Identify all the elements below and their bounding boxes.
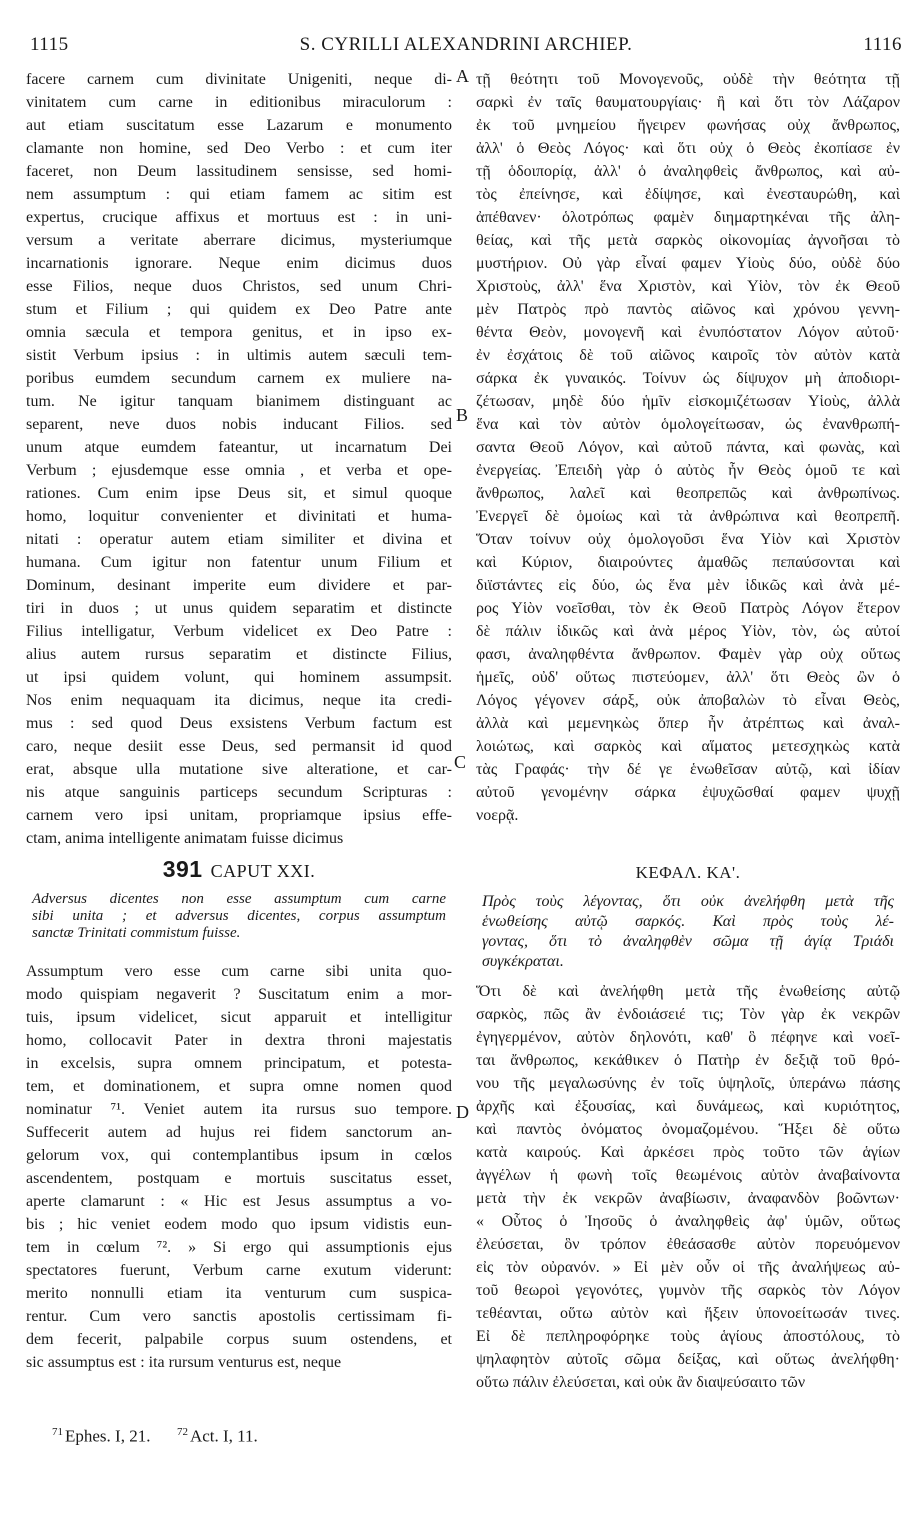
greek-text-line: Ὅταν τοίνυν οὐχ ὁμολογοῦσι ἕνα Υἱὸν καὶ Χριστὸν xyxy=(476,531,900,548)
greek-text-line: μὲν Πατρὸς πρὸ παντὸς αἰῶνος καὶ χρόνου γεννη- xyxy=(476,301,900,318)
latin-text-line: humana. Cum igitur non fatentur unum Filium et xyxy=(26,554,452,571)
greek-text-line: ρος Υἱὸν νοεῖσθαι, τὸν ἐκ Θεοῦ Πατρὸς Λόγον ἕτερον xyxy=(476,600,900,617)
greek-text-line: εἰς τὸν οὐρανόν. » Εἰ μὲν οὖν οἱ τῆς ἀναλήψεως αὐ- xyxy=(476,1259,900,1276)
greek-text-line: καὶ Κύριον, διαιρούντες ἀμαθῶς πεπαύσονται καὶ xyxy=(476,554,900,571)
latin-text-line: tiri in duos ; ut unus quidem separatim et distincte xyxy=(26,600,452,617)
greek-text-line: ἐνεργείας. Ἐπειδὴ γὰρ ὁ αὐτὸς ἦν Θεὸς ὁμοῦ τε καὶ xyxy=(476,462,900,479)
latin-text-line: merito nonnulli etiam ita venturum cum suspica- xyxy=(26,1285,452,1302)
latin-text-line: aut etiam suscitatum esse Lazarum e monumento xyxy=(26,117,452,134)
latin-text-line: nitati : operatur autem etiam similiter et divina et xyxy=(26,531,452,548)
latin-text-line: incarnationis ignorare. Neque enim dicimus duos xyxy=(26,255,452,272)
latin-text-line: versum a veritate aberrare dicimus, mysteriumque xyxy=(26,232,452,249)
latin-text-line: clamante non homine, sed Deo Verbo : et cum iter xyxy=(26,140,452,157)
latin-text-line: Filius intelligatur, Verbum videlicet ex Deo Patre : xyxy=(26,623,452,640)
spacer xyxy=(26,883,452,891)
greek-text-line: σάρκα ἐκ γυναικός. Τοίνυν ὡς δίψυχον μὴ ἀποδιορι- xyxy=(476,370,900,387)
latin-text-line: nominatur ⁷¹. Veniet autem ita rursus suo tempore. xyxy=(26,1101,452,1118)
greek-text-line: σαρκὸς, πῶς ἂν ἐνδοιάσειέ τις; Τὸν γὰρ ἐκ νεκρῶν xyxy=(476,1006,900,1023)
greek-text-line: τῇ ὁδοιπορίᾳ, ἀλλ' ὁ ἀναληφθεὶς ἄνθρωπος, καὶ αὐ- xyxy=(476,163,900,180)
latin-text-line: spectatores fuerunt, Verbum carne exutum viderunt: xyxy=(26,1262,452,1279)
spacer xyxy=(26,942,452,960)
latin-text-line: tem in cœlum ⁷². » Si ergo qui assumptionis ejus xyxy=(26,1239,452,1256)
greek-text-line: θέντα Θεὸν, μονογενῆ καὶ ἐνυπόστατον Λόγον αὐτοῦ· xyxy=(476,324,900,341)
latin-text-line: Assumptum vero esse cum carne sibi unita quo- xyxy=(26,963,452,980)
greek-text-line: Χριστοὺς, ἀλλ' ἕνα Χριστὸν, καὶ Υἱὸν, τὸν ἐκ Θεοῦ xyxy=(476,278,900,295)
latin-text-line: stum et Filium ; qui quidem ex Deo Patre ante xyxy=(26,301,452,318)
greek-text-line: ψηλαφητὸν αὐτοῖς σῶμα δείξας, καὶ οὕτως ἀνελήφθη· xyxy=(476,1351,900,1368)
latin-text-line: nis atque sanguinis particeps secundum Scripturas : xyxy=(26,784,452,801)
greek-text-line: σαντα Θεοῦ Λόγον, καὶ αὐτοῦ πάντα, καὶ φωνὰς, καὶ xyxy=(476,439,900,456)
greek-text-line: λοιώτως, καὶ σαρκὸς καὶ αἵματος μετεσχηκὼς κατὰ xyxy=(476,738,900,755)
greek-text-line: Ἐνεργεῖ δὲ ὁμοίως καὶ τὰ ἀνθρώπινα καὶ θεοπρεπῆ. xyxy=(476,508,900,525)
chapter-title: CAPUT XXI. xyxy=(210,861,316,881)
greek-text-line: ἄνθρωπος, λαλεῖ καὶ θεοπρεπῶς καὶ ἀνθρωπίνως. xyxy=(476,485,900,502)
greek-text-line: σαρκὶ ἐν ταῖς θαυματουργίαις· ἢ καὶ ὅτι τὸν Λάζαρον xyxy=(476,94,900,111)
latin-text-line: Nos enim nequaquam ita dicimus, neque ita credi- xyxy=(26,692,452,709)
greek-text-line: τὰς Γραφάς· τὴν δέ γε ἑνωθεῖσαν αὐτῷ, καὶ ἰδίαν xyxy=(476,761,900,778)
latin-text-line: dem fecerit, palpabile corpus suum ostendens, et xyxy=(26,1331,452,1348)
greek-text-line: θείας, καὶ τῆς μετὰ σαρκὸς οἰκονομίας ἀγνοῆσαι τὸ xyxy=(476,232,900,249)
footnote-72-text: Act. I, 11. xyxy=(189,1426,258,1446)
greek-text-line: φασι, ἀναληφθέντα ἄνθρωπον. Φαμὲν γὰρ οὐχ οὕτως xyxy=(476,646,900,663)
greek-text-line: καὶ παντὸς ὀνόματος ὀνομαζομένου. Ἥξει δὲ οὕτω xyxy=(476,1121,900,1138)
footnote-71-text: Ephes. I, 21. xyxy=(65,1426,151,1446)
latin-text-line: carnem vero ipsi unitam, propriamque ipsius effe- xyxy=(26,807,452,824)
footnote-72-mark: 72 xyxy=(176,1426,188,1438)
latin-text-line: sic assumptus est : ita rursum venturus est, neque xyxy=(26,1354,342,1371)
latin-text-line: gelorum vox, qui contemplantibus ipsum in cœlos xyxy=(26,1147,452,1164)
margin-marker-b: B xyxy=(456,405,469,425)
latin-text-line: homo, loquitur convenienter et divinitati et huma- xyxy=(26,508,452,525)
greek-text-line: δὲ πάλιν ἰδικῶς καὶ ἀνὰ μέρος Υἱὸν, τὸν, ὡς αὐτοί xyxy=(476,623,900,640)
latin-text-line: tuis, ipsum videlicet, sicut apparuit et intelligitur xyxy=(26,1009,452,1026)
latin-text-line: tem, et dominationem, et supra omne nomen quod xyxy=(26,1078,452,1095)
chapter-subtitle-line: sanctæ Trinitati commistum fuisse. xyxy=(32,925,241,941)
greek-text-line: νου τῆς μεγαλωσύνης ἐν τοῖς ὑψηλοῖς, ὑπεράνω πάσης xyxy=(476,1075,900,1092)
greek-text-line: ἐν ἐσχάτοις δὲ τοῦ αἰῶνος καιροῖς τὸν αὐτὸν κατὰ xyxy=(476,347,900,364)
latin-text-line: tum. Ne igitur tanquam bianimem distinguant ac xyxy=(26,393,452,410)
spacer xyxy=(26,850,452,858)
greek-text-line: οὕτω πάλιν ἐλεύσεται, καὶ οὐκ ἂν διαψεύσαιτο τῶν xyxy=(476,1374,806,1391)
greek-text-line: ἀγγέλων ἡ φωνὴ τοῖς θεωμένοις αὐτὸν ἀναβαίνοντα xyxy=(476,1167,900,1184)
latin-text-line: modo quispiam negaverit ? Suscitatum enim a mor- xyxy=(26,986,452,1003)
latin-text-line: rationes. Cum enim ipse Deus sit, et simul quoque xyxy=(26,485,452,502)
greek-text-line: τὸς ἐπείνησε, καὶ ἐδίψησε, καὶ ἐνεσταυρώθη, καὶ xyxy=(476,186,900,203)
kephalaion-subtitle-line: Πρὸς τοὺς λέγοντας, ὅτι οὐκ ἀνελήφθη μετὰ τῆς xyxy=(482,893,894,910)
spacer xyxy=(476,972,900,980)
spacer xyxy=(476,884,900,892)
greek-text-line: ἐλεύσεται, ὃν τρόπον ἐθεάσασθε αὐτὸν πορευόμενον xyxy=(476,1236,900,1253)
latin-text-line: faceret, non Deum lassitudinem sensisse, sed homi- xyxy=(26,163,452,180)
page-number-right: 1116 xyxy=(863,34,902,55)
greek-text-line: αὐτοῦ γενομένην σάρκα ἐψυχῶσθαί φαμεν ψυχῇ xyxy=(476,784,900,801)
margin-marker-c: C xyxy=(454,752,467,772)
latin-text-line: alius autem rursus separatim et distincte Filius, xyxy=(26,646,452,663)
latin-text-line: Dominum, desinant imperite eum dividere et par- xyxy=(26,577,452,594)
latin-text-line: separent, neve duos nobis inducant Filios. sed xyxy=(26,416,452,433)
chapter-subtitle-line: Adversus dicentes non esse assumptum cum carne xyxy=(32,891,446,907)
greek-text-line: ἐγηγερμένον, αὐτὸν δηλονότι, καθ' ὃ πέφηνε καὶ νοεῖ- xyxy=(476,1029,900,1046)
chapter-number: 391 xyxy=(162,856,203,882)
latin-text-line: esse Filios, neque duos Christos, sed unum Chri- xyxy=(26,278,452,295)
greek-text-line: ἀλλὰ καὶ μεμενηκὼς ὅπερ ἦν ἀτρέπτως καὶ ἀναλ- xyxy=(476,715,900,732)
greek-text-line: ται ἄνθρωπος, κεκάθικεν ὁ Πατὴρ ἐν δεξιᾷ τοῦ θρό- xyxy=(476,1052,900,1069)
greek-text-line: τῇ θεότητι τοῦ Μονογενοῦς, οὐδὲ τὴν θεότητα τῇ xyxy=(476,71,900,88)
latin-text-line: rentur. Cum vero sanctis apostolis certissimam fi- xyxy=(26,1308,452,1325)
greek-column xyxy=(476,68,900,1394)
greek-text-line: ἀπέθανεν· ὁλοτρόπως φαμὲν διημαρτηκέναι τῆς ἀλη- xyxy=(476,209,900,226)
greek-text-line: τεθέανται, οὕτω αὐτὸν καὶ ἥξειν ὑπονοείτωσάν τινες. xyxy=(476,1305,900,1322)
latin-text-line: erat, absque ulla mutatione sive alteratione, et car- xyxy=(26,761,452,778)
latin-text-line: mus : sed quod Deus exsistens Verbum factum est xyxy=(26,715,452,732)
latin-text-line: unum atque eumdem fateantur, ut incarnatum Dei xyxy=(26,439,452,456)
kephalaion-heading: ΚΕΦΑΛ. ΚΑ'. xyxy=(635,863,741,882)
greek-text-line: Εἰ δὲ πεπληροφόρηκε τοὺς ἁγίους ἀποστόλους, τὸ xyxy=(476,1328,900,1345)
latin-text-line: nem assumptum : qui etiam famem ac sitim est xyxy=(26,186,452,203)
latin-text-line: Verbum ; ejusdemque esse omnia , et verba et ope- xyxy=(26,462,452,479)
latin-text-line: homo, collocavit Pater in dextra throni majestatis xyxy=(26,1032,452,1049)
latin-text-line: aperte clamarunt : « Hic est Jesus assumptus a vo- xyxy=(26,1193,452,1210)
greek-text-line: Λόγος γέγονεν σάρξ, οὐκ ἀποβαλὼν τὸ εἶναι Θεὸς, xyxy=(476,692,900,709)
greek-text-line: ἐκ τοῦ μνημείου ἤγειρεν φωνήσας οὐχ ἄνθρωπος, xyxy=(476,117,900,134)
footnote-71-mark: 71 xyxy=(52,1426,63,1438)
greek-text-line: τοῦ θεωροὶ γεγονότες, γυμνὸν τῆς σαρκὸς τὸν Λόγον xyxy=(476,1282,900,1299)
greek-text-line: ἀρχῆς καὶ ἐξουσίας, καὶ δυνάμεως, καὶ κυριότητος, xyxy=(476,1098,900,1115)
latin-text-line: omnia sæcula et tempora genitus, et in ipso ex- xyxy=(26,324,452,341)
latin-text-line: caro, neque desiit esse Deus, sed permansit id quod xyxy=(26,738,452,755)
margin-marker-d: D xyxy=(456,1102,469,1122)
kephalaion-subtitle-line: γοντας, ὅτι τὸ ἀναληφθὲν σῶμα τῇ ἁγίᾳ Τριάδι xyxy=(482,933,894,950)
greek-text-line: ἕνα καὶ τὸν αὐτὸν ὁμολογείτωσαν, ὡς ἐνανθρωπή- xyxy=(476,416,900,433)
greek-text-line: ἡμεῖς, οὐδ' οὕτως πιστεύομεν, ἀλλ' ὅτι Θεὸς ὢν ὁ xyxy=(476,669,900,686)
latin-text-line: bis ; hic veniet eodem modo quo ipsum vidistis eun- xyxy=(26,1216,452,1233)
latin-text-line: Suffecerit autem ad hujus rei fidem sanctorum an- xyxy=(26,1124,452,1141)
running-header xyxy=(30,34,902,62)
latin-text-line: ut ipsi quidem volunt, qui hominem assumpsit. xyxy=(26,669,452,686)
greek-text-line: Ὅτι δὲ καὶ ἀνελήφθη μετὰ τῆς ἑνωθείσης αὐτῷ xyxy=(476,983,900,1000)
latin-text-line: ctam, anima intelligente animatam fuisse dicimus xyxy=(26,830,344,847)
margin-marker-a: A xyxy=(456,66,469,86)
greek-text-line: ζέτωσαν, μηδὲ δύο ἡμῖν εἰσκομιζέτωσαν Υἱοὺς, ἀλλὰ xyxy=(476,393,900,410)
greek-text-line: μετὰ τὴν ἐκ νεκρῶν ἀναβίωσιν, ἀναφανδὸν βοῶντων· xyxy=(476,1190,900,1207)
greek-text-line: κατὰ καιρούς. Καὶ ἀρκέσει πρὸς τοῦτο τῶν ἁγίων xyxy=(476,1144,900,1161)
greek-text-line: μυστήριον. Οὐ γὰρ εἶναί φαμεν Υἱοὺς δύο, οὐδὲ δύο xyxy=(476,255,900,272)
running-title: S. CYRILLI ALEXANDRINI ARCHIEP. xyxy=(299,34,633,55)
greek-text-line: διϊστάντες εἰς δύο, ὡς ἕνα μὲν ἰδικῶς καὶ ἀνὰ μέ- xyxy=(476,577,900,594)
spacer xyxy=(476,827,900,861)
latin-text-line: in excelsis, supra omnem principatum, et potesta- xyxy=(26,1055,452,1072)
latin-text-line: sistit Verbum ipsius : in ultimis autem sæculi tem- xyxy=(26,347,452,364)
latin-text-line: facere carnem cum divinitate Unigeniti, neque di- xyxy=(26,71,452,88)
page-number-left: 1115 xyxy=(30,34,69,55)
greek-text-line: νοερᾷ. xyxy=(476,807,519,824)
greek-text-line: « Οὗτος ὁ Ἰησοῦς ὁ ἀναληφθεὶς ἀφ' ὑμῶν, οὕτως xyxy=(476,1213,900,1230)
greek-text-line: ἀλλ' ὁ Θεὸς Λόγος· καὶ ὅτι οὐχ ὁ Θεὸς ἐκοπίασε ἐν xyxy=(476,140,900,157)
latin-text-line: poribus eumdem secundum carnem ex muliere na- xyxy=(26,370,452,387)
kephalaion-subtitle-line: συγκέκραται. xyxy=(482,953,564,970)
latin-text-line: vinitatem cum carne in editionibus miraculorum : xyxy=(26,94,452,111)
footnotes xyxy=(52,1426,258,1447)
chapter-subtitle-line: sibi unita ; et adversus dicentes, corpus assumptum xyxy=(32,908,446,924)
kephalaion-subtitle-line: ἑνωθείσης αὐτῷ σαρκός. Καὶ πρὸς τοὺς λέ- xyxy=(482,913,894,930)
latin-text-line: ascendentem, postquam e mortuis suscitatus esset, xyxy=(26,1170,452,1187)
latin-text-line: expertus, crucique affixus et mortuus est : in uni- xyxy=(26,209,452,226)
latin-column xyxy=(26,68,452,1374)
chapter-heading xyxy=(26,858,452,883)
